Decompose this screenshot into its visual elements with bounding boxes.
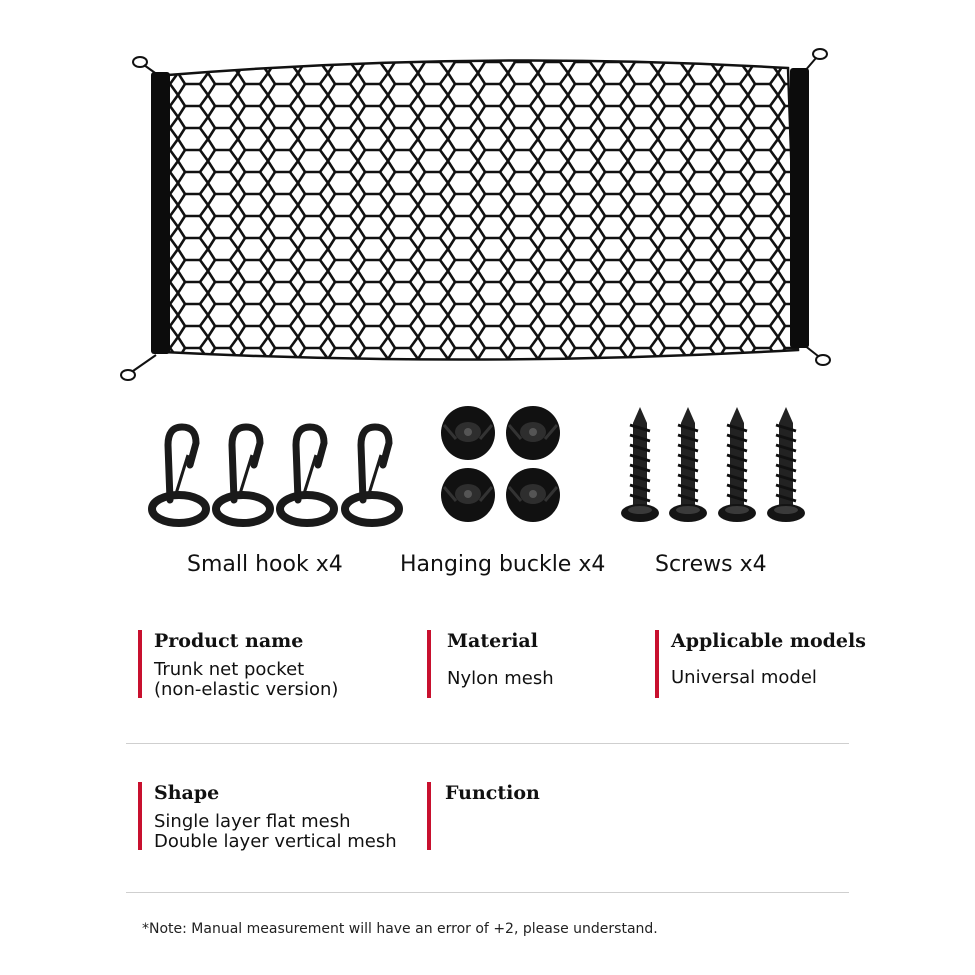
snap-hook-icon (148, 405, 413, 530)
divider (126, 892, 849, 893)
spec-title: Shape (154, 782, 220, 804)
spec-shape (138, 782, 397, 850)
divider (126, 743, 849, 744)
spec-title: Material (447, 630, 538, 652)
buckle-icon (438, 405, 568, 525)
spec-value-line: Trunk net pocket (154, 659, 305, 680)
spec-title: Applicable models (671, 630, 866, 652)
spec-applicable-models (655, 630, 866, 698)
accessory-label-buckle: Hanging buckle x4 (400, 552, 606, 577)
spec-product-name (138, 630, 338, 698)
spec-title: Product name (154, 630, 304, 652)
cargo-net-image (118, 40, 838, 390)
accessory-label-hook: Small hook x4 (187, 552, 343, 577)
spec-value-line: Single layer flat mesh (154, 811, 351, 832)
spec-title: Function (445, 782, 540, 804)
spec-value-line: Double layer vertical mesh (154, 831, 397, 852)
spec-function (427, 782, 540, 850)
accessory-label-screws: Screws x4 (655, 552, 767, 577)
screw-icon (615, 405, 815, 535)
spec-value: Universal model (671, 667, 817, 688)
measurement-note: *Note: Manual measurement will have an error of +2, please understand. (142, 921, 658, 937)
spec-value: Nylon mesh (447, 668, 554, 689)
spec-material (427, 630, 554, 698)
spec-value-line: (non-elastic version) (154, 679, 339, 700)
